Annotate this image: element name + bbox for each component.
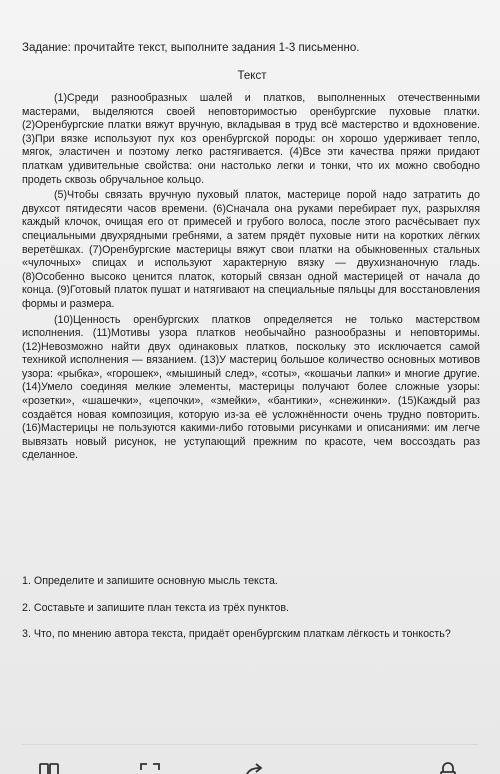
share-icon[interactable] — [243, 762, 265, 774]
question-1: 1. Определите и запишите основную мысль текста. — [22, 575, 278, 587]
paragraph-2: (5)Чтобы связать вручную пуховый платок, мастерице порой надо затратить до двухсот пятидесяти часов времени. (6)Сначала она руками перебирает пух, разрыхляя каждый клочок, очищая его от примесей и грубого волоса, после этого расчёсывает пух специальными двухрядными гребнями, а затем прядёт пуховые нити на коротких лёгких веретёшках. (7)Оренбургские мастерицы вяжут свои платки на обыкновенных стальных «чулочных» спицах и используют характерную вязку — двухизнаночную гладь. (8)Особенно высоко ценится платок, который связан одной мастерицей от начала до конца. (9)Готовый платок пушат и натягивают на специальные пяльцы для восстановления формы и размера. — [22, 189, 480, 310]
paragraph-1: (1)Среди разнообразных шалей и платков, выполненных отечественными мастерами, выделяются своей неповторимостью оренбургские пуховые платки. (2)Оренбургские платки вяжут вручную, вкладывая в труд всё мастерство и вдохновение. (3)При вязке используют пух коз оренбургской породы: он хорошо удерживает тепло, мягок, эластичен и поэтому легко растягивается. (4)Все эти качества пряжи придают платкам удивительные свойства: они настолько легки и тонки, что их можно свободно продеть сквозь обручальное кольцо. — [22, 92, 480, 186]
paragraph-3: (10)Ценность оренбургских платков определяется не только мастерством исполнения. (11)Мотивы узора платков необычайно разнообразны и неповторимы. (12)Невозможно найти двух одинаковых платков, поскольку это исключается самой техникой исполнения — вязанием. (13)У мастериц большое количество основных мотивов узора: «рыбка», «горошек», «мышиный след», «соты», «кошачьи лапки» и многие другие. (14)Умело соединяя мелкие элементы, мастерицы получают более сложные узоры: «розетки», «шашечки», «цепочки», «змейки», «бантики», «снежинки». (15)Каждый раз создаётся новая композиция, которую из-за её усложнённости очень трудно повторить. (16)Мастерицы не пользуются какими-либо готовыми рисунками и описаниями: им легче вывязать новый рисунок, не уступающий прежним по красоте, чем воссоздать раз сделанное. — [22, 313, 480, 462]
question-list — [22, 575, 472, 655]
question-2: 2. Составьте и запишите план текста из трёх пунктов. — [22, 601, 289, 614]
bottom-navbar — [0, 756, 500, 774]
lock-icon[interactable] — [437, 762, 459, 774]
bottom-divider — [22, 744, 478, 745]
book-icon[interactable] — [38, 762, 60, 774]
text-body — [22, 92, 480, 465]
task-instruction: Задание: прочитайте текст, выполните задания 1-3 письменно. — [22, 42, 360, 54]
text-heading: Текст — [237, 70, 267, 82]
fullscreen-icon[interactable] — [139, 762, 161, 774]
question-3: 3. Что, по мнению автора текста, придаёт оренбургским платкам лёгкость и тонкость? — [22, 628, 451, 641]
